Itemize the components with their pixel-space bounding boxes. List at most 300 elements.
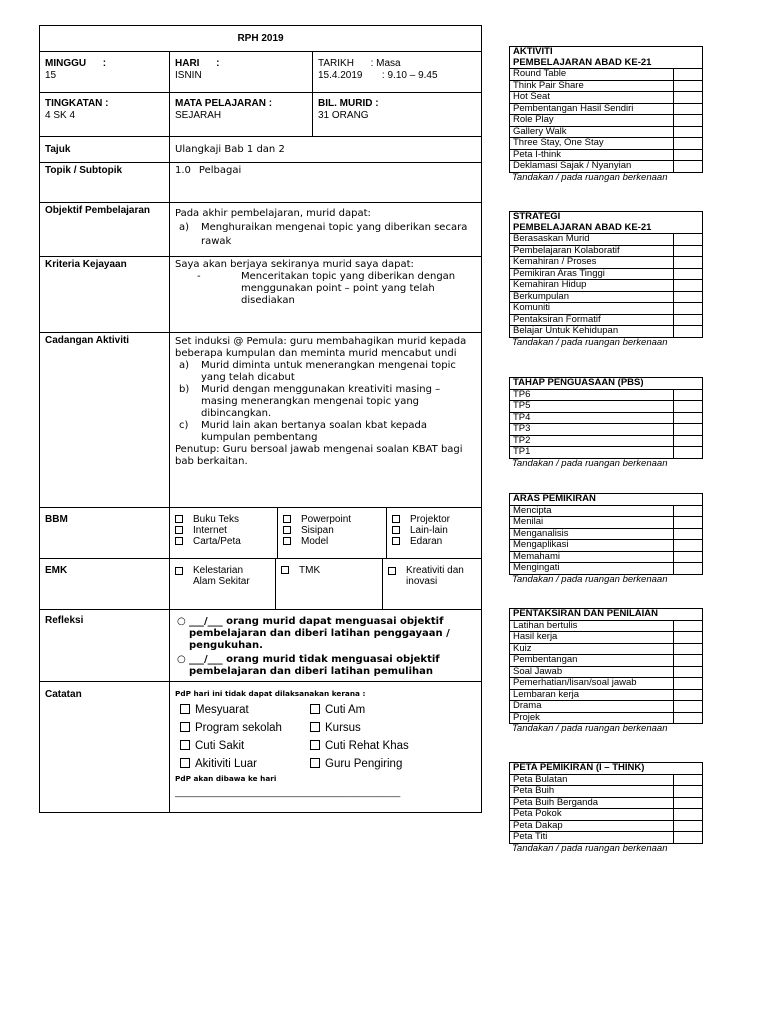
tarikh-value: 15.4.2019 : 9.10 – 9.45	[318, 70, 438, 81]
checklist-table	[509, 608, 703, 724]
bbm-option[interactable]	[175, 514, 272, 525]
checklist-mark-box[interactable]	[674, 563, 703, 575]
checklist-row	[510, 389, 703, 401]
checklist-mark-box[interactable]	[673, 820, 702, 832]
checklist-mark-box[interactable]	[673, 280, 702, 292]
objektif-intro: Pada akhir pembelajaran, murid dapat:	[175, 208, 371, 219]
catatan-option-label: Cuti Am	[325, 704, 366, 716]
checklist-note: Tandakan / pada ruangan berkenaan	[512, 171, 668, 183]
checklist-item-label: TP3	[510, 424, 674, 436]
bbm-option-label: Edaran	[410, 536, 443, 547]
checklist-row	[510, 528, 703, 540]
side-checklist	[509, 493, 703, 585]
checklist-row	[510, 797, 703, 809]
checklist-mark-box[interactable]	[673, 314, 702, 326]
checklist-mark-box[interactable]	[673, 303, 702, 315]
checkbox-icon[interactable]	[392, 537, 400, 545]
checklist-header-line: PEMBELAJARAN ABAD KE-21	[513, 221, 652, 233]
kriteria-item	[175, 271, 476, 307]
checklist-item-label: Mengaplikasi	[510, 540, 674, 552]
topik-num: 1.0	[175, 165, 191, 176]
checklist-item-label: Role Play	[510, 115, 674, 127]
checkbox-icon[interactable]	[310, 704, 320, 714]
checklist-row	[510, 620, 703, 632]
checklist-note: Tandakan / pada ruangan berkenaan	[512, 336, 668, 348]
checklist-header-line: PETA PEMIKIRAN (I – THINK)	[513, 762, 645, 773]
checklist-mark-box[interactable]	[673, 401, 702, 413]
checkbox-icon[interactable]	[310, 722, 320, 732]
aktiviti-item	[175, 420, 476, 444]
topik-cell	[170, 163, 482, 203]
catatan-option[interactable]	[180, 701, 310, 719]
checklist-item-label: Mengingati	[510, 563, 674, 575]
bbm-col-3	[387, 508, 455, 558]
side-checklist	[509, 377, 703, 469]
checklist-mark-box[interactable]	[674, 643, 703, 655]
bbm-option[interactable]	[392, 514, 450, 525]
checklist-header-line: PEMBELAJARAN ABAD KE-21	[513, 56, 652, 68]
checklist-item-label: Kemahiran / Proses	[510, 257, 674, 269]
checklist-item-label: Projek	[510, 712, 674, 724]
checklist-item-label: TP5	[510, 401, 674, 413]
checklist-mark-box[interactable]	[673, 447, 702, 459]
bbm-option[interactable]	[175, 536, 272, 547]
checklist-header-line: PENTAKSIRAN DAN PENILAIAN	[513, 608, 658, 619]
checkbox-icon[interactable]	[310, 740, 320, 750]
catatan-option-label: Akitiviti Luar	[195, 758, 257, 770]
checklist-mark-box[interactable]	[673, 809, 702, 821]
emk-option[interactable]	[170, 559, 276, 609]
checkbox-icon[interactable]	[310, 758, 320, 768]
bbm-option-label: Buku Teks	[193, 514, 239, 525]
tingkatan-cell	[40, 93, 170, 137]
emk-label: EMK	[40, 559, 170, 610]
checklist-mark-box[interactable]	[673, 786, 702, 798]
catatan-option-label: Program sekolah	[195, 722, 282, 734]
checklist-row	[510, 401, 703, 413]
checklist-mark-box[interactable]	[674, 689, 703, 701]
checkbox-icon[interactable]	[392, 515, 400, 523]
checklist-row	[510, 234, 703, 246]
catatan-option[interactable]	[310, 719, 409, 737]
checklist-item-label: Memahami	[510, 551, 674, 563]
refleksi-label: Refleksi	[40, 610, 170, 682]
checkbox-icon[interactable]	[180, 740, 190, 750]
catatan-intro: PdP hari ini tidak dapat dilaksanakan kerana :	[175, 689, 366, 698]
objektif-item	[175, 221, 476, 249]
catatan-option-label: Guru Pengiring	[325, 758, 403, 770]
emk-option-label: Kelestarian Alam Sekitar	[193, 565, 250, 587]
aktiviti-item	[175, 360, 476, 384]
kriteria-cell	[170, 257, 482, 333]
catatan-option[interactable]	[310, 701, 409, 719]
checklist-row	[510, 280, 703, 292]
tajuk-label: Tajuk	[40, 137, 170, 163]
checklist-row	[510, 540, 703, 552]
side-checklist	[509, 608, 703, 734]
checklist-mark-box[interactable]	[674, 551, 703, 563]
aktiviti-text: Murid lain akan bertanya soalan kbat kepada kumpulan pembentang	[201, 420, 427, 443]
checklist-row	[510, 447, 703, 459]
checklist-item-label: Hot Seat	[510, 92, 674, 104]
catatan-line[interactable]: _____________________________________________	[175, 787, 401, 797]
emk-option-label: TMK	[299, 565, 321, 576]
checklist-mark-box[interactable]	[673, 412, 702, 424]
checklist-row	[510, 149, 703, 161]
checklist-mark-box[interactable]	[673, 92, 702, 104]
topik-value: Pelbagai	[198, 165, 242, 176]
aktiviti-text: Murid dengan menggunakan kreativiti masing – masing menerangkan mengenai topic yang dibincangkan.	[201, 384, 441, 419]
checklist-row	[510, 412, 703, 424]
minggu-label: MINGGU :	[45, 58, 107, 69]
bbm-option[interactable]	[392, 536, 450, 547]
checklist-item-label: Round Table	[510, 69, 674, 81]
checklist-row	[510, 115, 703, 127]
checklist-item-label: TP6	[510, 389, 674, 401]
checklist-mark-box[interactable]	[674, 678, 703, 690]
kriteria-intro: Saya akan berjaya sekiranya murid saya dapat:	[175, 259, 414, 270]
checklist-item-label: Peta Buih Berganda	[510, 797, 674, 809]
checklist-mark-box[interactable]	[674, 517, 703, 529]
checklist-row	[510, 138, 703, 150]
checklist-mark-box[interactable]	[673, 115, 702, 127]
checklist-row	[510, 245, 703, 257]
checklist-item-label: Berasaskan Murid	[510, 234, 674, 246]
catatan-label: Catatan	[40, 682, 170, 813]
checklist-row	[510, 786, 703, 798]
checklist-row	[510, 563, 703, 575]
mapel-value: SEJARAH	[175, 110, 222, 121]
checklist-row	[510, 689, 703, 701]
bbm-option[interactable]	[392, 525, 450, 536]
aktiviti-num: a)	[179, 360, 190, 371]
refleksi-cell	[170, 610, 482, 682]
checklist-row	[510, 712, 703, 724]
mapel-cell	[170, 93, 313, 137]
checklist-row	[510, 69, 703, 81]
checklist-mark-box[interactable]	[673, 424, 702, 436]
checklist-row	[510, 103, 703, 115]
catatan-option-label: Mesyuarat	[195, 704, 249, 716]
checklist-item-label: Peta I-think	[510, 149, 674, 161]
checklist-item-label: Think Pair Share	[510, 80, 674, 92]
catatan-col-1	[175, 701, 310, 773]
checklist-item-label: Peta Bulatan	[510, 774, 674, 786]
checklist-item-label: Mencipta	[510, 505, 674, 517]
bullet-icon: ○	[177, 616, 186, 627]
aktiviti-intro: Set induksi @ Pemula: guru membahagikan murid kepada beberapa kumpulan dan meminta murid mencabut undi	[175, 336, 467, 359]
checklist-item-label: Peta Titi	[510, 832, 674, 844]
aktiviti-num: b)	[179, 384, 190, 395]
checklist-row	[510, 701, 703, 713]
checklist-header	[510, 47, 703, 69]
checkbox-icon[interactable]	[175, 515, 183, 523]
checklist-item-label: Gallery Walk	[510, 126, 674, 138]
aktiviti-penutup: Penutup: Guru bersoal jawab mengenai soalan KBAT bagi bab berkaitan.	[175, 444, 463, 467]
bbm-option-label: Model	[301, 536, 329, 547]
checklist-mark-box[interactable]	[673, 291, 702, 303]
checklist-mark-box[interactable]	[674, 632, 703, 644]
checklist-mark-box[interactable]	[674, 505, 703, 517]
checklist-header	[510, 494, 703, 506]
checklist-table	[509, 46, 703, 173]
checklist-row	[510, 632, 703, 644]
kriteria-dash: -	[197, 271, 201, 282]
checklist-mark-box[interactable]	[673, 832, 702, 844]
objektif-label: Objektif Pembelajaran	[40, 203, 170, 257]
checklist-row	[510, 774, 703, 786]
checklist-item-label: TP1	[510, 447, 674, 459]
checklist-item-label: Pembelajaran Kolaboratif	[510, 245, 674, 257]
checklist-row	[510, 268, 703, 280]
bbm-option-label: Powerpoint	[301, 514, 352, 525]
tingkatan-value: 4 SK 4	[45, 110, 76, 121]
topik-label: Topik / Subtopik	[40, 163, 170, 203]
checklist-table	[509, 762, 703, 844]
bbm-col-2	[278, 508, 387, 558]
checklist-mark-box[interactable]	[674, 701, 703, 713]
checklist-row	[510, 832, 703, 844]
bbm-option[interactable]	[175, 525, 272, 536]
hari-label: HARI :	[175, 58, 220, 69]
checklist-header	[510, 378, 703, 390]
side-checklist	[509, 211, 703, 348]
checklist-header	[510, 763, 703, 775]
checklist-row	[510, 291, 703, 303]
checklist-item-label: Komuniti	[510, 303, 674, 315]
checklist-mark-box[interactable]	[674, 620, 703, 632]
refleksi-item	[175, 654, 476, 678]
mapel-label: MATA PELAJARAN :	[175, 98, 273, 109]
kriteria-label: Kriteria Kejayaan	[40, 257, 170, 333]
kriteria-text: Menceritakan topic yang diberikan dengan menggunakan point – point yang telah disediakan	[241, 271, 456, 306]
checklist-mark-box[interactable]	[674, 655, 703, 667]
checklist-item-label: Pemikiran Aras Tinggi	[510, 268, 674, 280]
checklist-row	[510, 92, 703, 104]
checklist-header	[510, 212, 703, 234]
checklist-mark-box[interactable]	[673, 245, 702, 257]
checklist-row	[510, 643, 703, 655]
checklist-table	[509, 493, 703, 575]
bbm-option-label: Internet	[193, 525, 227, 536]
checklist-mark-box[interactable]	[674, 528, 703, 540]
hari-cell	[170, 52, 313, 93]
checklist-row	[510, 326, 703, 338]
checkbox-icon[interactable]	[392, 526, 400, 534]
bbm-option-label: Sisipan	[301, 525, 334, 536]
checklist-row	[510, 809, 703, 821]
checklist-mark-box[interactable]	[673, 103, 702, 115]
checklist-row	[510, 678, 703, 690]
catatan-option-label: Cuti Rehat Khas	[325, 740, 409, 752]
bbm-option-label: Lain-lain	[410, 525, 448, 536]
checklist-item-label: Three Stay, One Stay	[510, 138, 674, 150]
checkbox-icon[interactable]	[180, 704, 190, 714]
checklist-item-label: Peta Buih	[510, 786, 674, 798]
checklist-item-label: Menganalisis	[510, 528, 674, 540]
checklist-item-label: Peta Pokok	[510, 809, 674, 821]
checkbox-icon[interactable]	[388, 567, 396, 575]
checklist-mark-box[interactable]	[673, 389, 702, 401]
checklist-note: Tandakan / pada ruangan berkenaan	[512, 457, 668, 469]
checklist-mark-box[interactable]	[673, 435, 702, 447]
checklist-item-label: Menilai	[510, 517, 674, 529]
emk-option[interactable]	[383, 559, 481, 609]
checklist-mark-box[interactable]	[673, 268, 702, 280]
aktiviti-num: c)	[179, 420, 189, 431]
catatan-option-label: Cuti Sakit	[195, 740, 245, 752]
checklist-mark-box[interactable]	[673, 138, 702, 150]
checklist-row	[510, 80, 703, 92]
checkbox-icon[interactable]	[283, 537, 291, 545]
aktiviti-item	[175, 384, 476, 420]
checklist-item-label: Pembentangan Hasil Sendiri	[510, 103, 674, 115]
murid-cell	[313, 93, 482, 137]
checklist-mark-box[interactable]	[673, 161, 702, 173]
side-checklist	[509, 46, 703, 183]
catatan-option-label: Kursus	[325, 722, 361, 734]
checklist-mark-box[interactable]	[673, 126, 702, 138]
bbm-cell	[170, 508, 482, 559]
bbm-option-label: Carta/Peta	[193, 536, 241, 547]
checklist-item-label: Peta Dakap	[510, 820, 674, 832]
checklist-mark-box[interactable]	[674, 540, 703, 552]
bbm-label: BBM	[40, 508, 170, 559]
checklist-table	[509, 377, 703, 459]
checklist-item-label: Lembaran kerja	[510, 689, 674, 701]
checklist-row	[510, 655, 703, 667]
tarikh-cell	[313, 52, 482, 93]
checklist-header-line: AKTIVITI	[513, 46, 553, 57]
murid-label: BIL. MURID :	[318, 98, 379, 109]
emk-option[interactable]	[276, 559, 383, 609]
checklist-row	[510, 161, 703, 173]
checkbox-icon[interactable]	[175, 567, 183, 575]
bbm-option-label: Projektor	[410, 514, 451, 525]
refleksi-text: ___/___ orang murid tidak menguasai objektif pembelajaran dan diberi latihan pemulihan	[189, 654, 440, 677]
checklist-item-label: TP2	[510, 435, 674, 447]
checklist-mark-box[interactable]	[673, 257, 702, 269]
checklist-item-label: Kuiz	[510, 643, 674, 655]
murid-value: 31 ORANG	[318, 110, 369, 121]
emk-cell	[170, 559, 482, 610]
checklist-mark-box[interactable]	[673, 69, 702, 81]
checklist-item-label: Berkumpulan	[510, 291, 674, 303]
checklist-note: Tandakan / pada ruangan berkenaan	[512, 723, 668, 734]
catatan-option[interactable]	[180, 755, 310, 773]
aktiviti-label: Cadangan Aktiviti	[40, 333, 170, 508]
checklist-item-label: TP4	[510, 412, 674, 424]
checklist-item-label: Kemahiran Hidup	[510, 280, 674, 292]
checklist-mark-box[interactable]	[674, 666, 703, 678]
minggu-cell	[40, 52, 170, 93]
checklist-item-label: Deklamasi Sajak / Nyanyian	[510, 161, 674, 173]
catatan-option[interactable]	[180, 737, 310, 755]
bullet-icon: ○	[177, 654, 186, 665]
checklist-header	[510, 609, 703, 621]
checklist-row	[510, 666, 703, 678]
checklist-row	[510, 820, 703, 832]
checkbox-icon[interactable]	[180, 722, 190, 732]
minggu-value: 15	[45, 70, 57, 81]
bbm-option[interactable]	[283, 536, 381, 547]
checklist-table	[509, 211, 703, 338]
checkbox-icon[interactable]	[281, 566, 289, 574]
rph-main-table	[39, 25, 482, 813]
checklist-row	[510, 424, 703, 436]
tingkatan-label: TINGKATAN :	[45, 98, 109, 109]
bbm-option[interactable]	[283, 514, 381, 525]
checklist-item-label: Hasil kerja	[510, 632, 674, 644]
checklist-row	[510, 517, 703, 529]
checklist-row	[510, 303, 703, 315]
checklist-header-line: STRATEGI	[513, 211, 561, 222]
checkbox-icon[interactable]	[283, 515, 291, 523]
checklist-item-label: Soal Jawab	[510, 666, 674, 678]
checklist-note: Tandakan / pada ruangan berkenaan	[512, 842, 668, 854]
objektif-cell	[170, 203, 482, 257]
bbm-col-1	[170, 508, 278, 558]
checklist-item-label: Latihan bertulis	[510, 620, 674, 632]
checklist-item-label: Belajar Untuk Kehidupan	[510, 326, 674, 338]
catatan-options	[175, 701, 476, 773]
tarikh-label: TARIKH : Masa	[318, 58, 401, 69]
checklist-mark-box[interactable]	[674, 712, 703, 724]
checklist-mark-box[interactable]	[673, 234, 702, 246]
checklist-mark-box[interactable]	[673, 797, 702, 809]
catatan-option[interactable]	[180, 719, 310, 737]
hari-value: ISNIN	[175, 70, 202, 81]
checklist-row	[510, 505, 703, 517]
catatan-cell	[170, 682, 482, 813]
side-checklist	[509, 762, 703, 854]
checklist-row	[510, 551, 703, 563]
checklist-header-line: TAHAP PENGUASAAN (PBS)	[513, 377, 644, 388]
page-title: RPH 2019	[40, 26, 482, 52]
checklist-mark-box[interactable]	[673, 774, 702, 786]
checkbox-icon[interactable]	[283, 526, 291, 534]
bbm-option[interactable]	[283, 525, 381, 536]
checklist-row	[510, 126, 703, 138]
objektif-num: a)	[179, 222, 190, 233]
refleksi-item	[175, 616, 476, 652]
tajuk-value: Ulangkaji Bab 1 dan 2	[170, 137, 482, 163]
checklist-row	[510, 435, 703, 447]
checklist-mark-box[interactable]	[673, 326, 702, 338]
checkbox-icon[interactable]	[175, 526, 183, 534]
checkbox-icon[interactable]	[180, 758, 190, 768]
catatan-footer: PdP akan dibawa ke hari	[175, 774, 277, 783]
checklist-note: Tandakan / pada ruangan berkenaan	[512, 573, 668, 585]
aktiviti-text: Murid diminta untuk menerangkan mengenai topic yang telah dicabut	[201, 360, 456, 383]
checklist-mark-box[interactable]	[673, 149, 702, 161]
catatan-col-2	[310, 701, 409, 773]
objektif-text: Menghuraikan mengenai topic yang diberikan secara rawak	[201, 222, 468, 247]
aktiviti-cell	[170, 333, 482, 508]
checkbox-icon[interactable]	[175, 537, 183, 545]
checklist-item-label: Pentaksiran Formatif	[510, 314, 674, 326]
emk-option-label: Kreativiti dan inovasi	[406, 565, 464, 587]
refleksi-text: ___/___ orang murid dapat menguasai objektif pembelajaran dan diberi latihan penggayaan / pengukuhan.	[189, 616, 450, 651]
checklist-item-label: Drama	[510, 701, 674, 713]
checklist-item-label: Pembentangan	[510, 655, 674, 667]
catatan-option[interactable]	[310, 755, 409, 773]
checklist-row	[510, 314, 703, 326]
checklist-mark-box[interactable]	[673, 80, 702, 92]
checklist-header-line: ARAS PEMIKIRAN	[513, 493, 596, 504]
catatan-option[interactable]	[310, 737, 409, 755]
checklist-row	[510, 257, 703, 269]
